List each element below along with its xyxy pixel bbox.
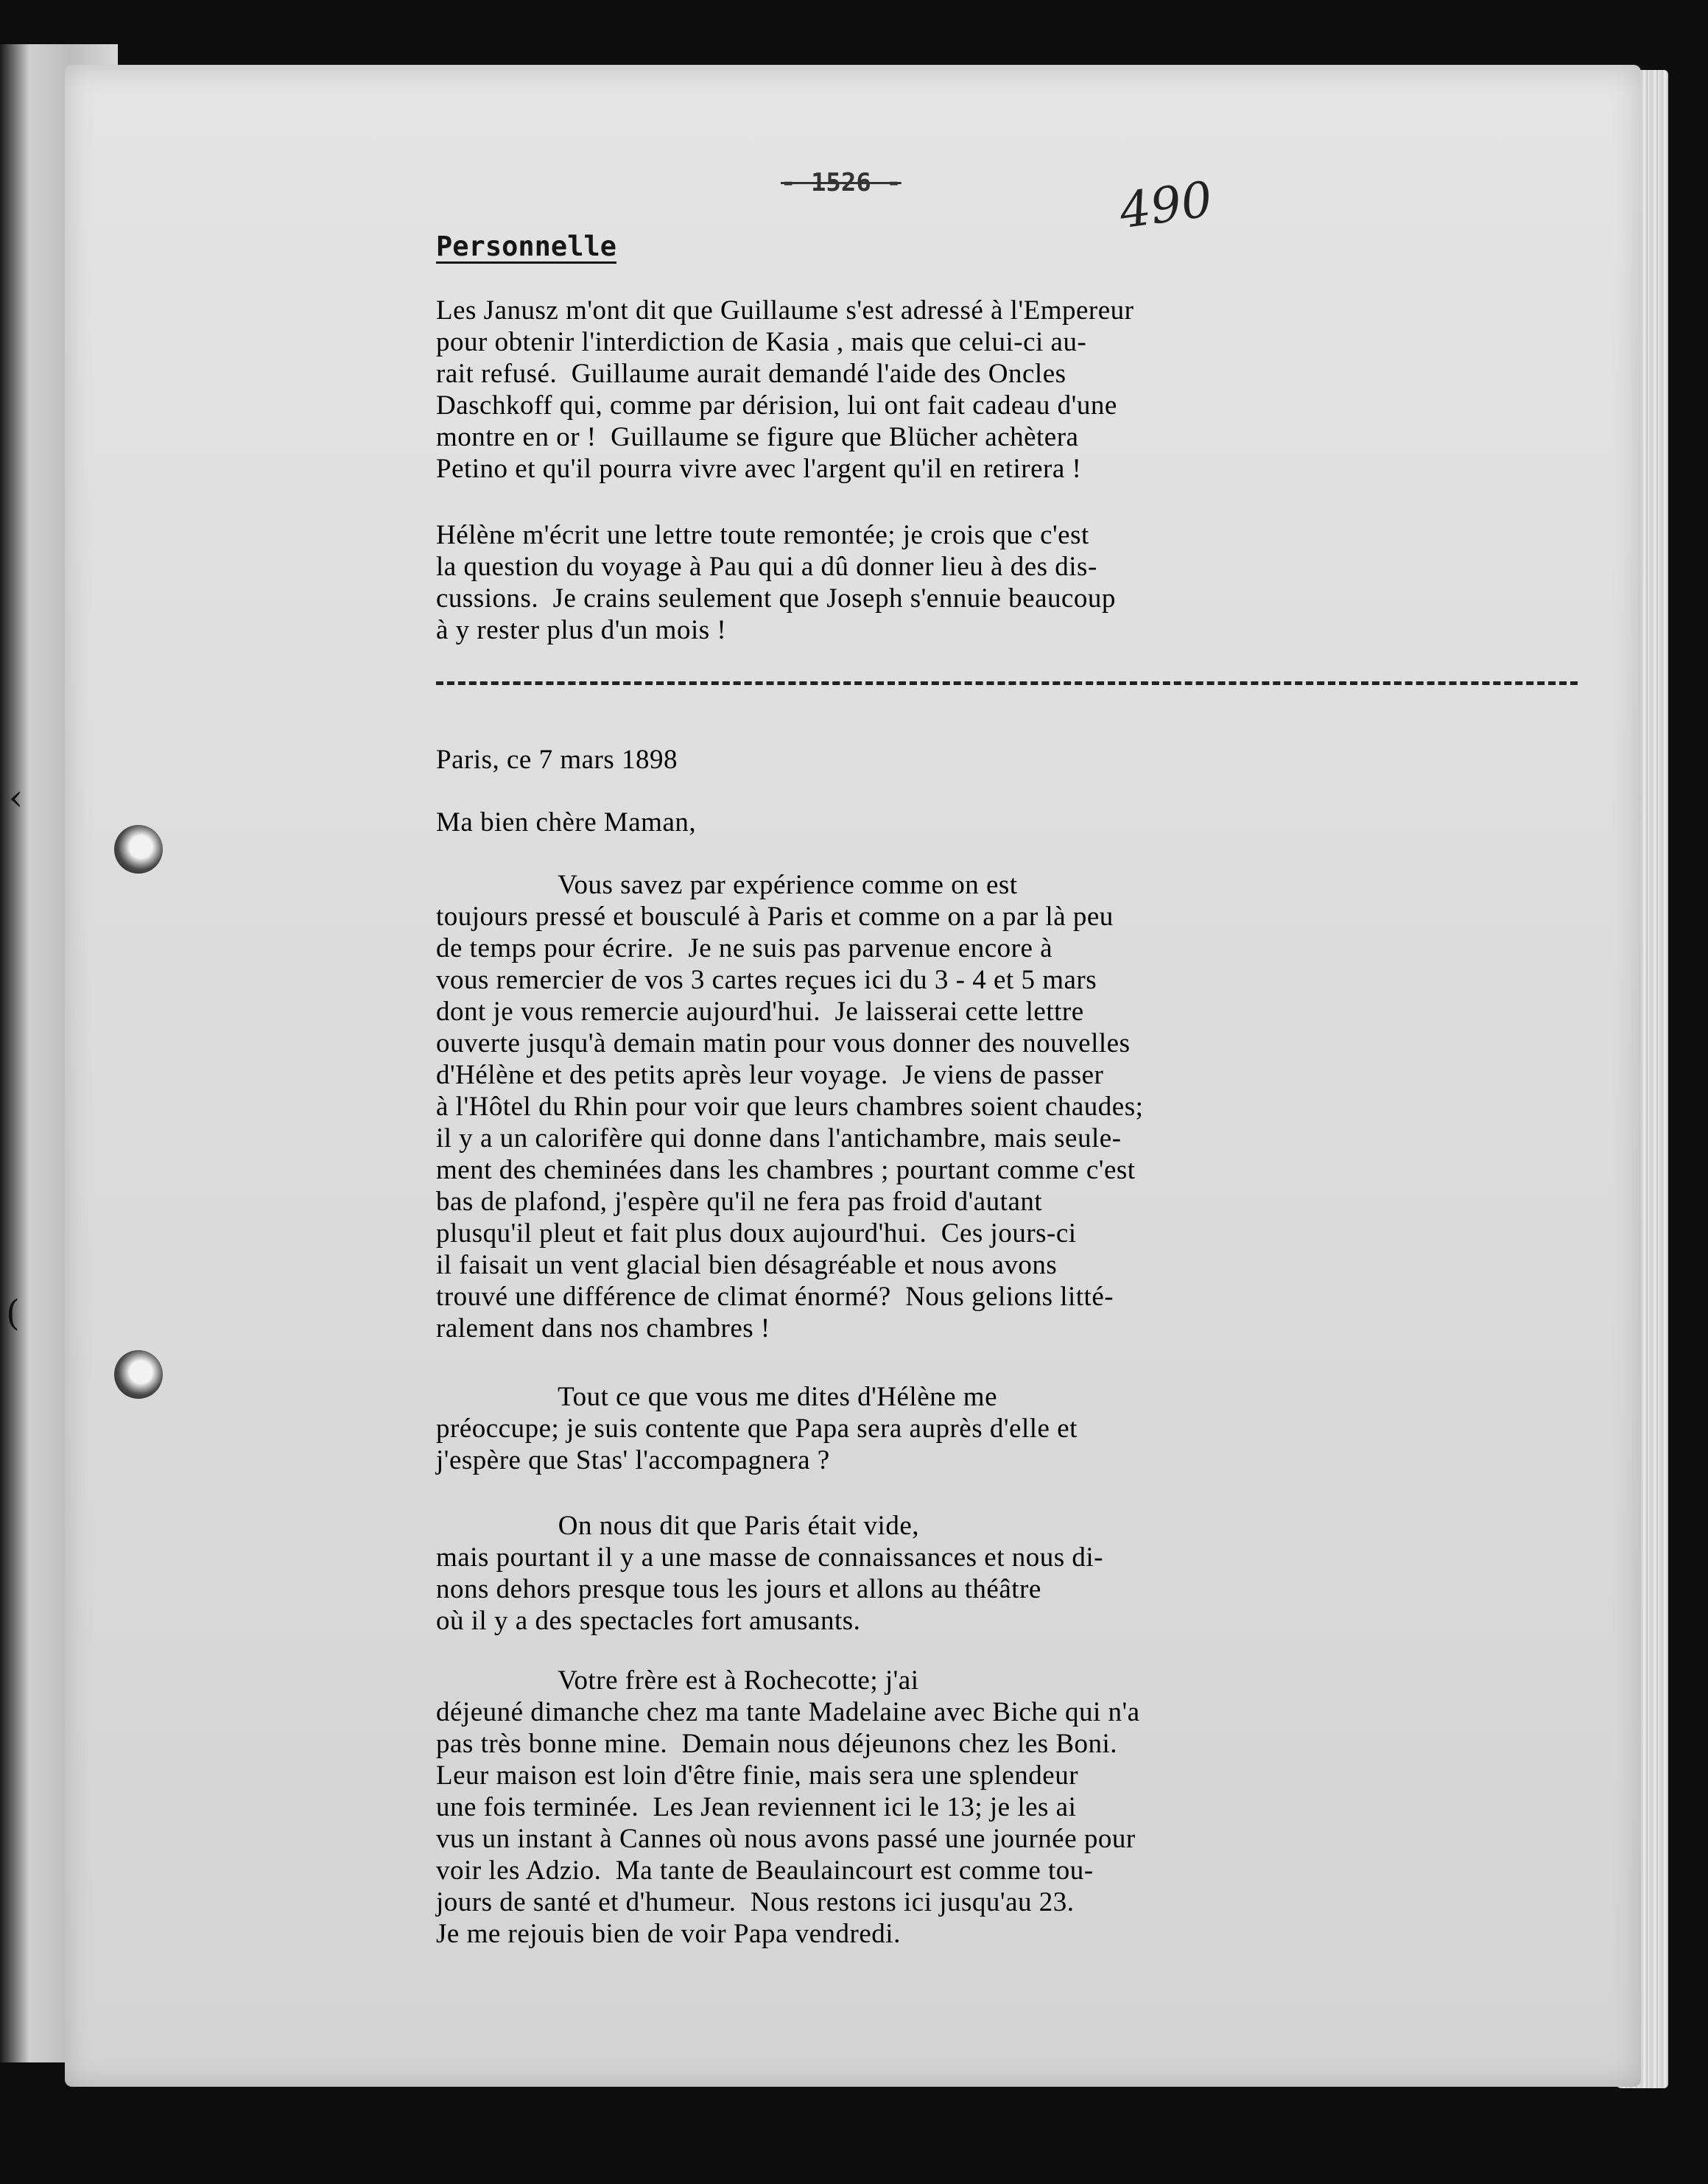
text-line: j'espère que Stas' l'accompagnera ? — [436, 1445, 830, 1475]
letter-dateline — [436, 744, 678, 776]
margin-mark-top: ‹ — [9, 777, 24, 818]
salutation-text: Ma bien chère Maman, — [436, 807, 697, 838]
text-line: Tout ce que vous me dites d'Hélène me — [436, 1382, 998, 1412]
margin-mark-bottom: ( — [6, 1293, 20, 1334]
text-line: Je me rejouis bien de voir Papa vendredi. — [436, 1919, 901, 1949]
text-line: trouvé une différence de climat énormé? Nous gelions litté- — [436, 1282, 1114, 1312]
text-line: il y a un calorifère qui donne dans l'antichambre, mais seule- — [436, 1123, 1122, 1154]
text-line: où il y a des spectacles fort amusants. — [436, 1606, 861, 1636]
text-line: cussions. Je crains seulement que Joseph s'ennuie beaucoup — [436, 583, 1116, 614]
text-line: Votre frère est à Rochecotte; j'ai — [436, 1665, 919, 1696]
text-line: il faisait un vent glacial bien désagréable et nous avons — [436, 1250, 1058, 1280]
punch-hole-top — [114, 825, 163, 874]
text-line: Leur maison est loin d'être finie, mais sera une splendeur — [436, 1760, 1079, 1791]
text-line: ment des cheminées dans les chambres ; pourtant comme c'est — [436, 1155, 1136, 1185]
text-line: une fois terminée. Les Jean reviennent ici le 13; je les ai — [436, 1792, 1077, 1822]
dateline-text: Paris, ce 7 mars 1898 — [436, 745, 678, 775]
handwritten-folio-number: 490 — [1116, 170, 1216, 240]
letter-paragraph-1 — [436, 869, 1143, 1344]
text-line: à y rester plus d'un mois ! — [436, 615, 727, 645]
section1-paragraph-2 — [436, 519, 1116, 646]
text-line: bas de plafond, j'espère qu'il ne fera pas froid d'autant — [436, 1187, 1043, 1217]
text-line: vous remercier de vos 3 cartes reçues ici du 3 - 4 et 5 mars — [436, 965, 1097, 995]
text-line: voir les Adzio. Ma tante de Beaulaincourt est comme tou- — [436, 1855, 1094, 1886]
text-line: Les Janusz m'ont dit que Guillaume s'est adressé à l'Empereur — [436, 295, 1134, 326]
text-line: On nous dit que Paris était vide, — [436, 1511, 919, 1541]
letter-paragraph-4 — [436, 1665, 1140, 1950]
text-line: pas très bonne mine. Demain nous déjeunons chez les Boni. — [436, 1729, 1118, 1759]
text-line: ouverte jusqu'à demain matin pour vous donner des nouvelles — [436, 1028, 1131, 1058]
text-line: à l'Hôtel du Rhin pour voir que leurs chambres soient chaudes; — [436, 1092, 1144, 1122]
text-line: Hélène m'écrit une lettre toute remontée; je crois que c'est — [436, 520, 1089, 550]
text-line: jours de santé et d'humeur. Nous restons ici jusqu'au 23. — [436, 1887, 1075, 1917]
text-line: de temps pour écrire. Je ne suis pas parvenue encore à — [436, 933, 1053, 963]
text-line: toujours pressé et bousculé à Paris et comme on a par là peu — [436, 902, 1114, 932]
text-line: ralement dans nos chambres ! — [436, 1313, 770, 1344]
text-line: vus un instant à Cannes où nous avons passé une journée pour — [436, 1824, 1136, 1854]
section1-paragraph-1 — [436, 295, 1134, 485]
text-line: la question du voyage à Pau qui a dû donner lieu à des dis- — [436, 552, 1097, 582]
letter-salutation — [436, 807, 696, 838]
text-line: Daschkoff qui, comme par dérision, lui ont fait cadeau d'une — [436, 390, 1117, 421]
text-line: préoccupe; je suis contente que Papa sera auprès d'elle et — [436, 1414, 1078, 1444]
text-line: Petino et qu'il pourra vivre avec l'argent qu'il en retirera ! — [436, 454, 1082, 484]
text-line: mais pourtant il y a une masse de connaissances et nous di- — [436, 1542, 1103, 1573]
text-line: déjeuné dimanche chez ma tante Madelaine avec Biche qui n'a — [436, 1697, 1140, 1727]
text-line: Vous savez par expérience comme on est — [436, 870, 1018, 900]
text-line: montre en or ! Guillaume se figure que Blücher achètera — [436, 422, 1079, 452]
text-line: pour obtenir l'interdiction de Kasia , mais que celui-ci au- — [436, 327, 1087, 357]
letter-paragraph-2 — [436, 1381, 1078, 1476]
text-line: nons dehors presque tous les jours et allons au théâtre — [436, 1574, 1041, 1604]
letter-paragraph-3 — [436, 1510, 1103, 1637]
page-number: - 1526 - — [781, 168, 902, 197]
section-separator — [436, 681, 1578, 685]
text-line: plusqu'il pleut et fait plus doux aujourd'hui. Ces jours-ci — [436, 1218, 1077, 1249]
text-line: rait refusé. Guillaume aurait demandé l'aide des Oncles — [436, 359, 1066, 389]
text-line: d'Hélène et des petits après leur voyage. Je viens de passer — [436, 1060, 1104, 1090]
punch-hole-bottom — [114, 1350, 163, 1399]
text-line: dont je vous remercie aujourd'hui. Je laisserai cette lettre — [436, 997, 1084, 1027]
section-heading: Personnelle — [436, 231, 617, 262]
